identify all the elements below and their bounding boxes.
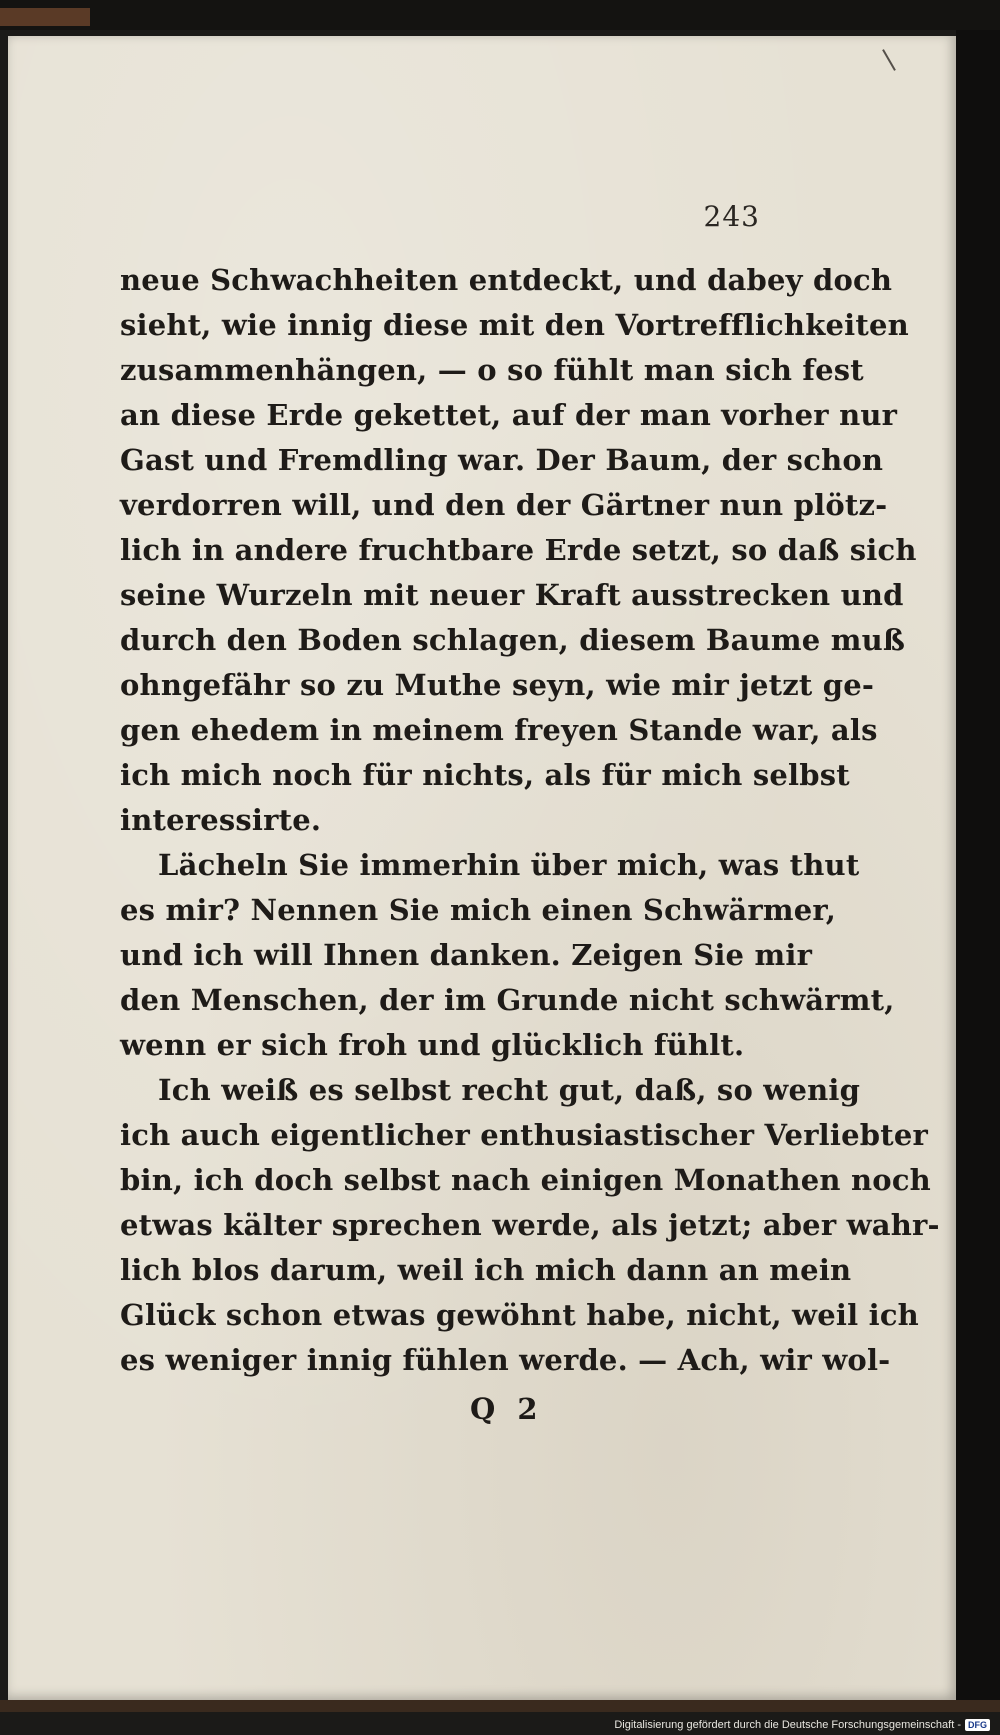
text-line: Ich weiß es selbst recht gut, daß, so wenig (158, 1073, 861, 1107)
page-number: 243 (703, 200, 760, 233)
text-line: bin, ich doch selbst nach einigen Monathen noch (120, 1163, 931, 1197)
text-line: es mir? Nennen Sie mich einen Schwärmer, (120, 893, 837, 927)
text-line: wenn er sich froh und glücklich fühlt. (120, 1028, 745, 1062)
book-spine-strip (0, 8, 90, 26)
text-line: zusammenhängen, — o so fühlt man sich fest (120, 353, 864, 387)
scan-bottom-edge (0, 1700, 1000, 1712)
dfg-logo-badge: DFG (965, 1719, 990, 1731)
text-line: durch den Boden schlagen, diesem Baume muß (120, 623, 906, 657)
text-line: neue Schwachheiten entdeckt, und dabey doch (120, 263, 893, 297)
body-text (120, 258, 940, 1383)
text-line: ich mich noch für nichts, als für mich selbst (120, 758, 850, 792)
text-line: an diese Erde gekettet, auf der man vorher nur (120, 398, 898, 432)
text-line: verdorren will, und den der Gärtner nun plötz- (120, 488, 888, 522)
text-line: ich auch eigentlicher enthusiastischer Verliebter (120, 1118, 928, 1152)
text-line: sieht, wie innig diese mit den Vortrefflichkeiten (120, 308, 909, 342)
text-line: interessirte. (120, 803, 322, 837)
text-line: seine Wurzeln mit neuer Kraft ausstrecken und (120, 578, 904, 612)
text-line: und ich will Ihnen danken. Zeigen Sie mir (120, 938, 813, 972)
text-line: den Menschen, der im Grunde nicht schwärmt, (120, 983, 895, 1017)
text-line: gen ehedem in meinem freyen Stande war, als (120, 713, 878, 747)
digitization-footer (614, 1719, 990, 1731)
text-line: lich in andere fruchtbare Erde setzt, so daß sich (120, 533, 917, 567)
text-line: Lächeln Sie immerhin über mich, was thut (158, 848, 860, 882)
scan-right-shadow (956, 30, 1000, 1710)
text-line: ohngefähr so zu Muthe seyn, wie mir jetzt ge- (120, 668, 875, 702)
scan-top-edge (0, 0, 1000, 30)
text-line: etwas kälter sprechen werde, als jetzt; aber wahr- (120, 1208, 940, 1242)
text-line: Gast und Fremdling war. Der Baum, der schon (120, 443, 884, 477)
text-line: Glück schon etwas gewöhnt habe, nicht, weil ich (120, 1298, 919, 1332)
text-line: es weniger innig fühlen werde. — Ach, wir wol- (120, 1343, 891, 1377)
text-line: lich blos darum, weil ich mich dann an mein (120, 1253, 852, 1287)
funding-credit-text: Digitalisierung gefördert durch die Deutsche Forschungsgemeinschaft - (614, 1719, 961, 1731)
printer-signature-mark: Q 2 (470, 1392, 544, 1426)
